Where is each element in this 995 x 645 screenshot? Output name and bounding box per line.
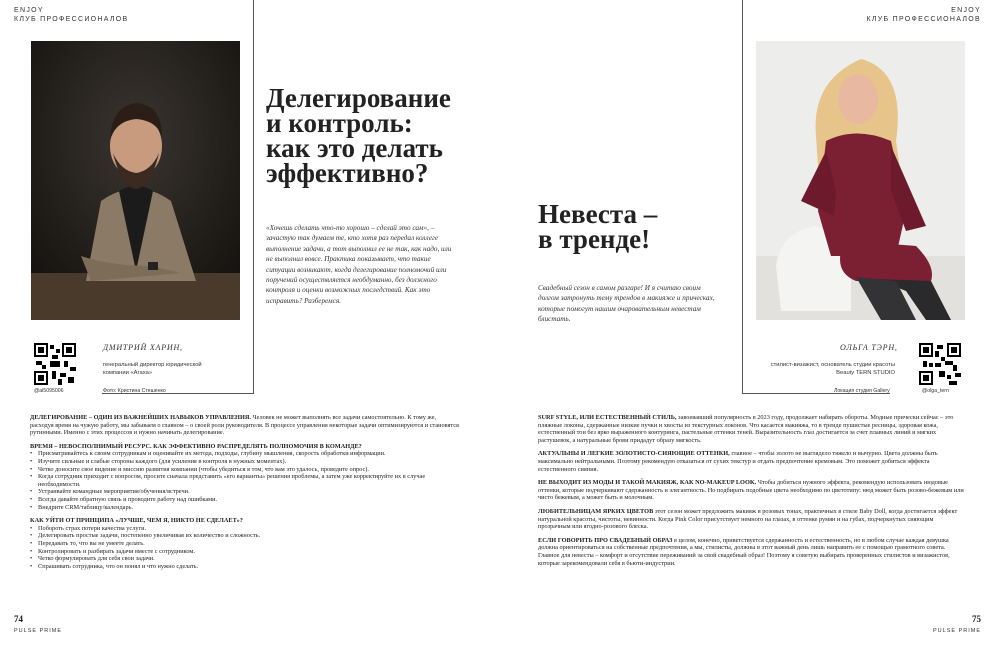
left-qr-code — [34, 343, 76, 390]
left-title-line-3: как это делать — [266, 133, 443, 163]
right-header — [866, 6, 981, 24]
right-page-number: 75 — [972, 614, 981, 624]
author-photo-woman — [756, 41, 965, 320]
right-body-paragraph-4 — [538, 508, 964, 531]
right-body-p3-text: Чтобы добиться нужного эффекта, рекомендую использовать нюдовые оттенки, которые подчеркивают сдержанность и элегантность. Но подбирать подобные цвета необходимо по цветотипу: нюд может быть розово-бежевым или чисто бежевым, а может быть и молочным. — [538, 479, 964, 502]
right-lead-text: Свадебный сезон в самом разгаре! И я считаю своим долгом затронуть тему трендов в макияже и прическах, которые помогут нашим очаровательным невестам блистать. — [538, 284, 715, 324]
right-body-p1-bold: SURF STYLE, ИЛИ ЕСТЕСТВЕННЫЙ СТИЛЬ, — [538, 414, 677, 421]
list-item: • Четко формулировать для себя свои задачи. — [30, 555, 460, 563]
right-body-p1-text: завоевавший популярность в 2023 году, продолжает набирать обороты. Модные прически сейчас – это пляжные локоны, сдержанные низкие пучки и хвосты из текстурных локонов. Что касается макияжа, то в тренде пушистые ресницы, здоровая кожа, естественный тон без ярко выраженного контуринга, пастельные оттенки теней. Выразительность глаз достигается за счет плавных линий и мягких растушевок, а натуральные брови придадут образу мягкость. — [538, 414, 954, 444]
left-frame-line-vertical — [253, 0, 254, 394]
right-frame-line-vertical — [742, 0, 743, 394]
list-item: • Контролировать и разбирать задачи вместе с сотрудником. — [30, 548, 460, 556]
author-photo-man — [31, 41, 240, 320]
right-title-line-1: Невеста – — [538, 199, 658, 229]
right-footer-brand: PULSE PRIME — [933, 628, 981, 634]
right-body-paragraph-5 — [538, 537, 964, 567]
left-body-text — [30, 414, 460, 576]
list-item: • Делегировать простые задачи, постепенно увеличивая их количество и сложность. — [30, 532, 460, 540]
left-header-club: КЛУБ ПРОФЕССИОНАЛОВ — [14, 16, 129, 23]
left-body-paragraph-1 — [30, 414, 460, 437]
left-title-line-2: и контроль: — [266, 108, 413, 138]
left-body-h3: КАК УЙТИ ОТ ПРИНЦИПА «ЛУЧШЕ, ЧЕМ Я, НИКТО НЕ СДЕЛАЕТ»? — [30, 517, 243, 525]
list-item: • Передавать то, что вы не умеете делать. — [30, 540, 460, 548]
right-body-paragraph-3 — [538, 479, 964, 502]
left-page-number: 74 — [14, 614, 23, 624]
left-body-p1-text: Человек не может выполнять все задачи самостоятельно. К тому же, расходуя время на чужую работу, мы забываем о главном – о своей роли руководителя. В процессе управления некоторые задачи оптимизируются и становятся рутинными. Именно с этих процессов и нужно начинать делегирование. — [30, 414, 459, 437]
left-body-heading-3 — [30, 517, 460, 525]
right-title-line-2: в тренде! — [538, 224, 651, 254]
right-header-brand: ENJOY — [951, 7, 981, 14]
right-header-club: КЛУБ ПРОФЕССИОНАЛОВ — [866, 16, 981, 23]
right-photo-credit: Локация студия Gallery — [834, 388, 890, 394]
left-title-line-4: эффективно? — [266, 158, 429, 188]
left-body-heading-2 — [30, 443, 460, 451]
left-title-line-1: Делегирование — [266, 83, 451, 113]
right-body-p3-bold: НЕ ВЫХОДИТ ИЗ МОДЫ И ТАКОЙ МАКИЯЖ, КАК NO-MAKEUP LOOK. — [538, 479, 757, 487]
right-qr-code — [919, 343, 961, 390]
list-item: • Побороть страх потери качества услуги. — [30, 525, 460, 533]
left-author-name: ДМИТРИЙ ХАРИН, — [103, 343, 183, 352]
left-article-title — [266, 83, 466, 188]
left-photo-credit: Фото: Кристина Стешенко — [103, 388, 166, 394]
right-body-text — [538, 414, 964, 573]
list-item: • Когда сотрудник приходит с вопросом, просите сначала представить «его варианты» решения проблемы, а затем уже корректируйте их в случае необходимости. — [30, 473, 460, 488]
right-body-p4-text: этот сезон может предложить макияж в розовых тонах, практичных в стиле Baby Doll, когда достигается эффект натуральной красоты, чистоты, невинности. Когда Pink Color присутствует немного на глазах, в оттенке румян и на губах, подчеркнутых сияющим прозрачным или ягодно-розового блеска. — [538, 507, 958, 531]
right-article-title — [538, 199, 718, 254]
list-item: • Четко доносите свое видение и миссию развития компании (чтобы убедиться в том, что вам это удалось, проведите опрос). — [30, 466, 460, 474]
left-lead-text: «Хочешь сделать что-то хорошо – сделай это сам», – зачастую так думаем те, кто хотя раз передал коллеге выполнение задачи, а тот выполнил ее не так, как надо, или не выполнил вовсе. Практика показывает, что такие ситуации возникают, когда делегирование полномочий или поручений осуществляется необдуманно, без должного контроля и оценки возможных последствий. Как это исправить? Разберемся. — [266, 224, 452, 305]
list-item: • Спрашивать сотрудника, что он понял и что нужно сделать. — [30, 563, 460, 571]
right-body-p4-bold: ЛЮБИТЕЛЬНИЦАМ ЯРКИХ ЦВЕТОВ — [538, 507, 654, 515]
left-qr-handle: @al5095006 — [34, 388, 64, 394]
right-author-name: ОЛЬГА ТЭРН, — [840, 343, 898, 352]
right-body-paragraph-2 — [538, 450, 964, 473]
left-author-role: генеральный директор юридической компании «Агаха» — [103, 362, 202, 376]
left-body-list-1 — [30, 450, 460, 511]
left-body-p1-bold: ДЕЛЕГИРОВАНИЕ – ОДИН ИЗ ВАЖНЕЙШИХ НАВЫКОВ УПРАВЛЕНИЯ. — [30, 414, 251, 421]
list-item: • Изучите сильные и слабые стороны каждого (для усиления в контроля в нужных моментах). — [30, 458, 460, 466]
right-body-p5-bold: ЕСЛИ ГОВОРИТЬ ПРО СВАДЕБНЫЙ ОБРАЗ — [538, 536, 673, 544]
right-author-role: стилист-визажист, основатель студии красоты Beauty TERN STUDIO — [770, 362, 895, 376]
right-body-p2-text: главное – чтобы золото не выглядело тяжело и вычурно. Цвета должны быть максимально нейтральными. Поэтому рекомендую отказаться от сухих текстур и отдать предпочтение кремовым. Это поможет добиться эффекта естественного сияния. — [538, 450, 938, 473]
list-item: • Присматривайтесь к своим сотрудникам и оценивайте их метода, подходы, глубину мышления, скорость обработки информации. — [30, 450, 460, 458]
left-header — [14, 6, 129, 24]
left-header-brand: ENJOY — [14, 7, 44, 14]
right-qr-handle: @olga_tern — [922, 388, 949, 394]
right-body-paragraph-1 — [538, 414, 964, 444]
left-body-h2: ВРЕМЯ – НЕВОСПОЛНИМЫЙ РЕСУРС. КАК ЭФФЕКТИВНО РАСПРЕДЕЛЯТЬ ПОЛНОМОЧИЯ В КОМАНДЕ? — [30, 442, 362, 450]
left-body-list-2 — [30, 525, 460, 571]
right-body-p5-text: в целом, конечно, приветствуется сдержанность и естественность, но в любом случае каждая девушка должна ориентироваться на собственные предпочтения, а мы, стилисты, должны в этот важный день лишь направить ее с помощью грамотного совета. Главное для невесты – комфорт и отсутствие переживаний за свой свадебный образ! Поэтому я советую выбирать проверенных стилистов и визажистов, которые зарекомендовали себя в бьюти-индустрии. — [538, 536, 950, 567]
list-item: • Внедрите CRM/таблицу/календарь. — [30, 504, 460, 512]
list-item: • Устраивайте командные мероприятия/обучения/встречи. — [30, 488, 460, 496]
list-item: • Всегда давайте обратную связь и проводите работу над ошибками. — [30, 496, 460, 504]
right-body-p2-bold: АКТУАЛЬНЫ И ЛЕГКИЕ ЗОЛОТИСТО-СИЯЮЩИЕ ОТТЕНКИ, — [538, 450, 730, 458]
left-footer-brand: PULSE PRIME — [14, 628, 62, 634]
